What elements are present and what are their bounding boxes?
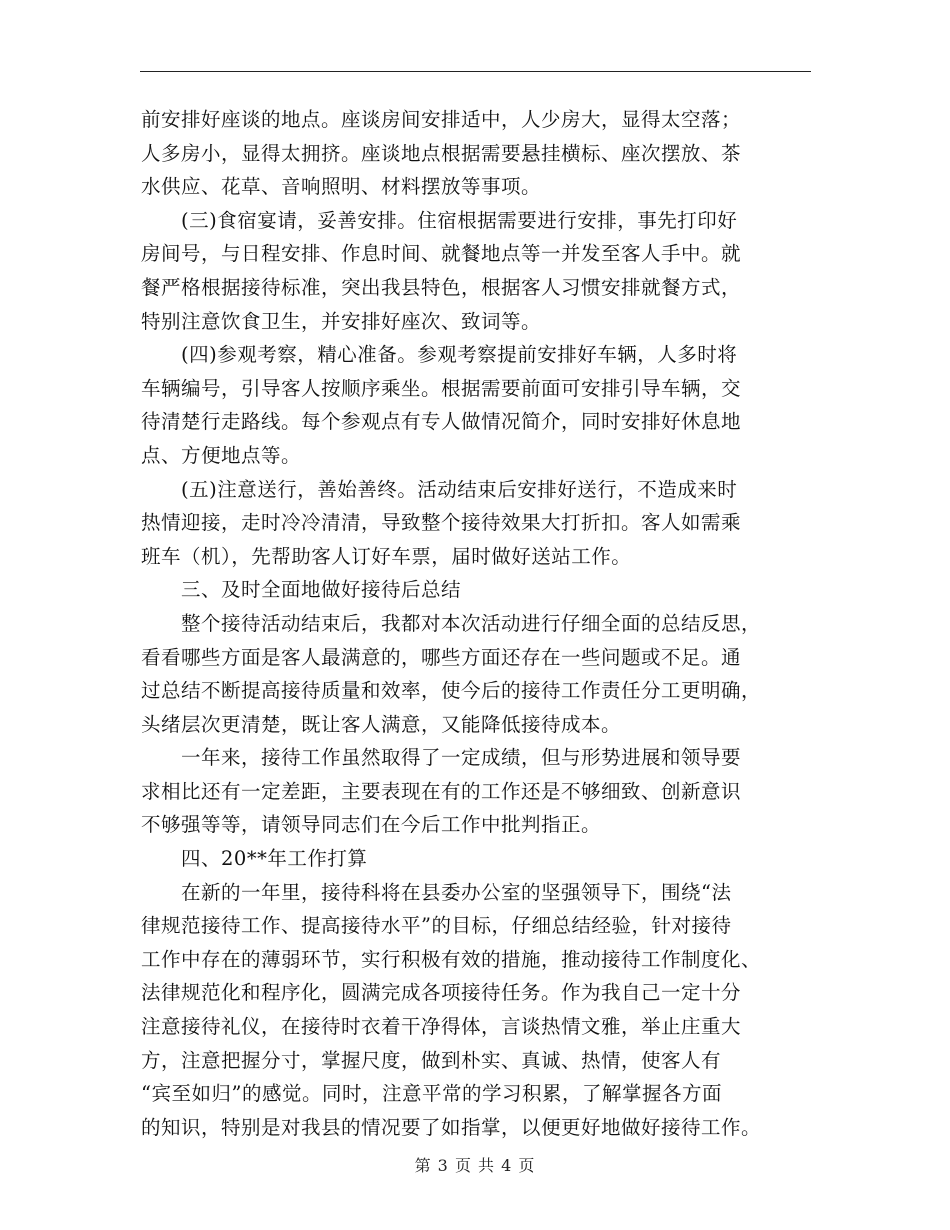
text-line: (五)注意送行，善始善终。活动结束后安排好送行，不造成来时 (141, 477, 738, 501)
text-line: 人多房小，显得太拥挤。座谈地点根据需要悬挂横标、座次摆放、茶 (141, 141, 742, 165)
text-line: (三)食宿宴请，妥善安排。住宿根据需要进行安排，事先打印好 (141, 208, 738, 232)
text-line: 的知识，特别是对我县的情况要了如指掌，以便更好地做好接待工作。 (141, 1115, 762, 1139)
page-footer: 第 3 页 共 4 页 (414, 1156, 536, 1175)
text-line: 班车（机），先帮助客人订好车票，届时做好送站工作。 (141, 544, 632, 568)
body-text (141, 103, 813, 1144)
text-line: 热情迎接，走时冷冷清清，导致整个接待效果大打折扣。客人如需乘 (141, 511, 742, 535)
text-line: 待清楚行走路线。每个参观点有专人做情况简介，同时安排好休息地 (141, 410, 742, 434)
text-line: 房间号，与日程安排、作息时间、就餐地点等一并发至客人手中。就 (141, 242, 742, 266)
text-line: 整个接待活动结束后，我都对本次活动进行仔细全面的总结反思， (141, 611, 762, 635)
text-line: (四)参观考察，精心准备。参观考察提前安排好车辆，人多时将 (141, 343, 738, 367)
section-heading: 三、及时全面地做好接待后总结 (141, 578, 462, 602)
section-heading: 四、20**年工作打算 (141, 847, 368, 871)
text-line: 看看哪些方面是客人最满意的，哪些方面还存在一些问题或不足。通 (141, 645, 742, 669)
text-line: 法律规范化和程序化，圆满完成各项接待任务。作为我自己一定十分 (141, 981, 742, 1005)
text-line: 在新的一年里，接待科将在县委办公室的坚强领导下，围绕“法 (141, 880, 732, 904)
text-line: 点、方便地点等。 (141, 443, 302, 467)
text-line: 一年来，接待工作虽然取得了一定成绩，但与形势进展和领导要 (141, 746, 742, 770)
text-line: 水供应、花草、音响照明、材料摆放等事项。 (141, 175, 542, 199)
text-line: 头绪层次更清楚，既让客人满意，又能降低接待成本。 (141, 712, 622, 736)
text-line: 过总结不断提高接待质量和效率，使今后的接待工作责任分工更明确， (141, 679, 762, 703)
text-line: 律规范接待工作、提高接待水平”的目标，仔细总结经验，针对接待 (141, 914, 732, 938)
text-line: 求相比还有一定差距，主要表现在有的工作还是不够细致、创新意识 (141, 779, 742, 803)
text-line: “宾至如归”的感觉。同时，注意平常的学习积累，了解掌握各方面 (141, 1082, 722, 1106)
text-line: 工作中存在的薄弱环节，实行积极有效的措施，推动接待工作制度化、 (141, 947, 762, 971)
header-rule (140, 71, 811, 72)
text-line: 注意接待礼仪，在接待时衣着干净得体，言谈热情文雅，举止庄重大 (141, 1015, 742, 1039)
text-line: 不够强等等，请领导同志们在今后工作中批判指正。 (141, 813, 602, 837)
text-line: 特别注意饮食卫生，并安排好座次、致词等。 (141, 309, 542, 333)
text-line: 车辆编号，引导客人按顺序乘坐。根据需要前面可安排引导车辆，交 (141, 376, 742, 400)
text-line: 餐严格根据接待标准，突出我县特色，根据客人习惯安排就餐方式， (141, 275, 742, 299)
text-line: 方，注意把握分寸，掌握尺度，做到朴实、真诚、热情，使客人有 (141, 1048, 722, 1072)
text-line: 前安排好座谈的地点。座谈房间安排适中，人少房大，显得太空落； (141, 108, 742, 131)
